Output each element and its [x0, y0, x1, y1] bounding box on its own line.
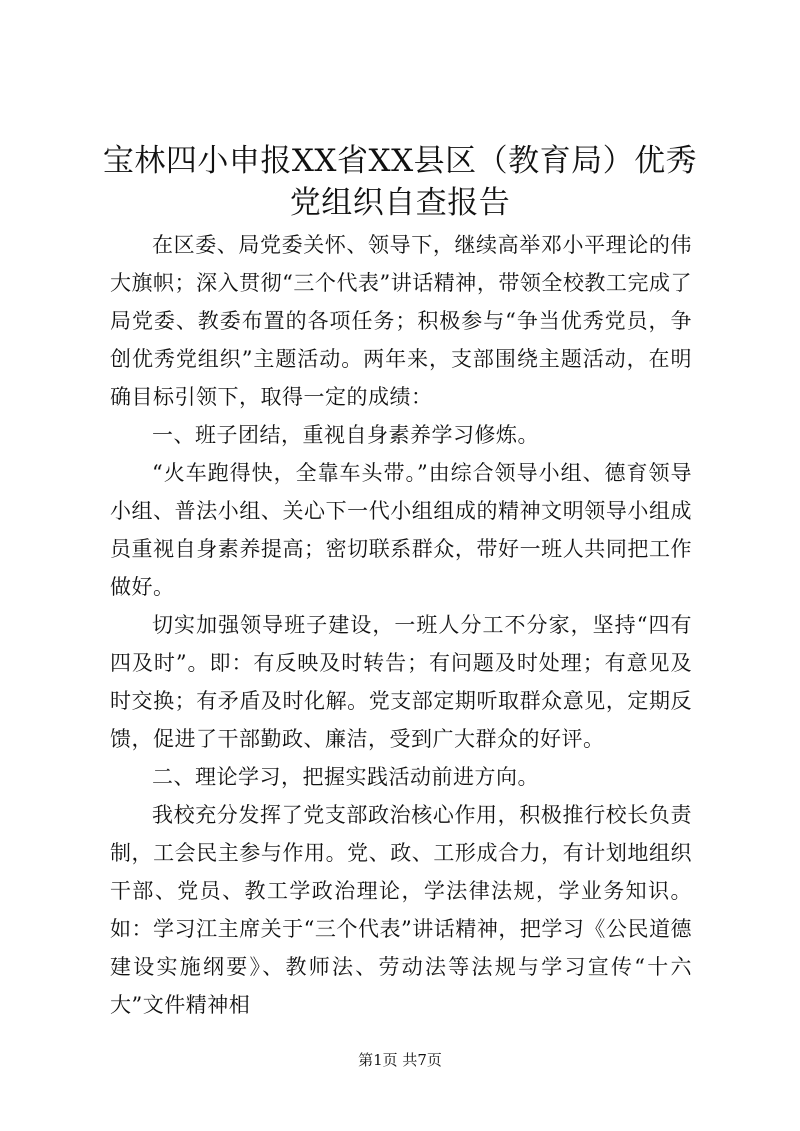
- page-footer: 第1页 共7页: [358, 1051, 442, 1069]
- paragraph-section-2a: 我校充分发挥了党支部政治核心作用，积极推行校长负责制，工会民主参与作用。党、政、工形成合力，有计划地组织干部、党员、教工学政治理论，学法律法规，学业务知识。如：学习江主席关于“三个代表”讲话精神，把学习《公民道德建设实施纲要》、教师法、劳动法等法规与学习宣传“十六大”文件精神相: [110, 803, 692, 1017]
- paragraph-intro: 在区委、局党委关怀、领导下，继续高举邓小平理论的伟大旗帜；深入贯彻“三个代表”讲话精神，带领全校教工完成了局党委、教委布置的各项任务；积极参与“争当优秀党员，争创优秀党组织”主题活动。两年来，支部围绕主题活动，在明确目标引领下，取得一定的成绩：: [110, 233, 692, 409]
- document-title: 宝林四小申报XX省XX县区（教育局）优秀党组织自查报告: [102, 143, 698, 221]
- section-heading-1: 一、班子团结，重视自身素养学习修炼。: [152, 423, 539, 447]
- section-heading-2: 二、理论学习，把握实践活动前进方向。: [152, 765, 539, 789]
- paragraph-section-1a: “火车跑得快，全靠车头带。”由综合领导小组、德育领导小组、普法小组、关心下一代小组组成的精神文明领导小组成员重视自身素养提高；密切联系群众，带好一班人共同把工作做好。: [110, 461, 692, 599]
- document-body: [110, 226, 692, 1024]
- paragraph-section-1b: 切实加强领导班子建设，一班人分工不分家，坚持“四有四及时”。即：有反映及时转告；有问题及时处理；有意见及时交换；有矛盾及时化解。党支部定期听取群众意见，定期反馈，促进了干部勤政、廉洁，受到广大群众的好评。: [110, 613, 692, 751]
